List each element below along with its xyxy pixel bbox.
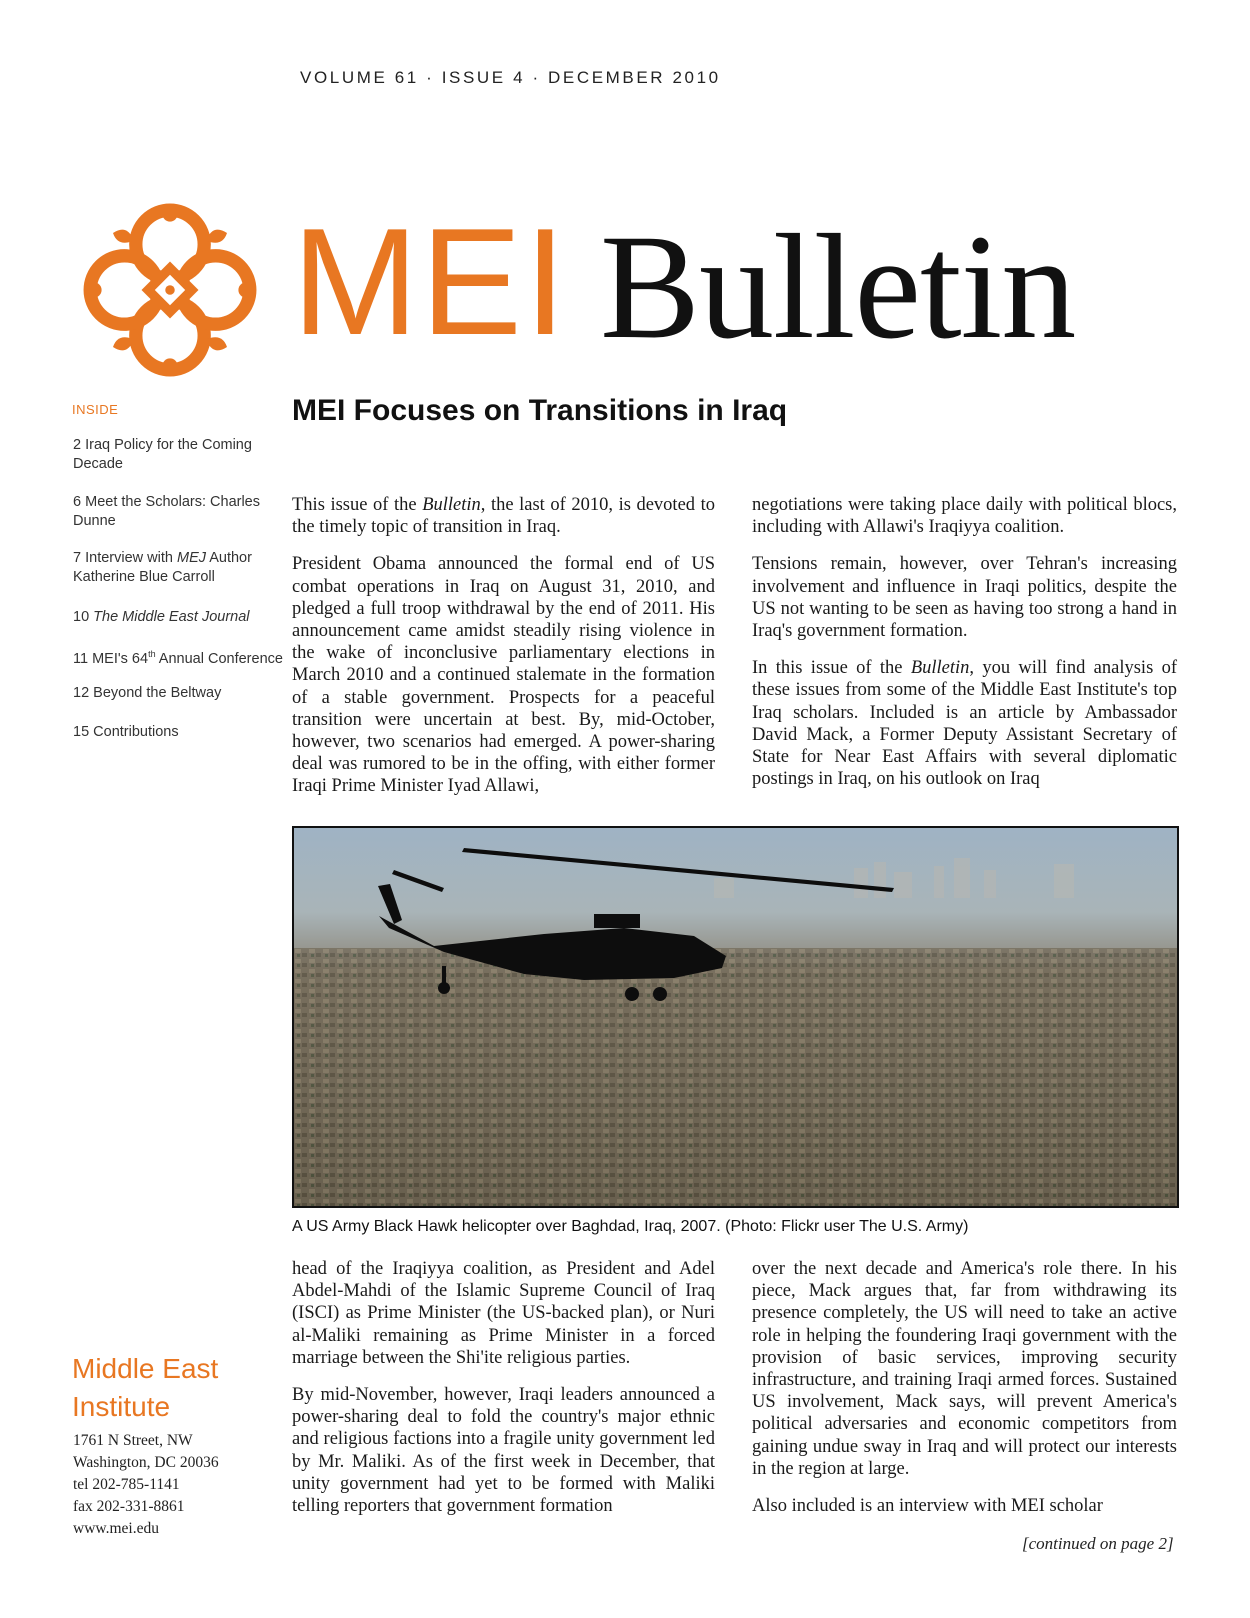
paragraph: Also included is an interview with MEI scholar [752, 1496, 1103, 1517]
toc-text: Interview with [85, 550, 177, 566]
article-column-2-bottom [752, 1258, 1177, 1532]
text-italic: Bulletin [422, 495, 481, 515]
toc-text: Iraq Policy for the Coming Decade [73, 437, 252, 472]
org-name-line: Institute [72, 1391, 171, 1422]
toc-item[interactable] [73, 493, 288, 531]
paragraph: By mid-November, however, Iraqi leaders announced a power-sharing deal to fold the country's major ethnic and religious factions into a fragile unity government led by Mr. Maliki. As of the first week in December, that unity government had yet to be formed with Maliki telling reporters that government formation [292, 1385, 715, 1517]
paragraph: President Obama announced the formal end of US combat operations in Iraq on August 31, 2010, and pledged a full troop withdrawal by the end of 2011. His announcement came amidst steadily rising violence in the wake of inconclusive parliamentary elections in March 2010 and a continued stalemate in the formation of a stable government. Prospects for a peaceful transition were uncertain at best. By, mid-October, however, two scenarios had emerged. A power-sharing deal was rumored to be in the offing, with either former Iraqi Prime Minister Iyad Allawi, [292, 554, 715, 797]
paragraph [292, 494, 715, 538]
toc-text-italic: The Middle East Journal [93, 609, 250, 625]
paragraph [752, 657, 1177, 790]
text: In this issue of the [752, 658, 911, 679]
toc-num: 11 [73, 650, 89, 667]
paragraph: over the next decade and America's role there. In his piece, Mack argues that, far from withdrawing its presence completely, the US will need to take an active role in helping the foundering Iraqi government with the provision of basic services, improving security infrastructure, and training Iraqi armed forces. Sustained US involvement, Mack says, will prevent America's political adversaries and economic competitors from gaining undue sway in Iraq and will protect our interests in the region at large. [752, 1259, 1177, 1479]
toc-item[interactable] [73, 549, 288, 587]
org-name [72, 1350, 292, 1426]
toc-item[interactable] [73, 608, 288, 627]
paragraph: negotiations were taking place daily with political blocs, including with Allawi's Iraqiyya coalition. [752, 495, 1177, 538]
address-line: 1761 N Street, NW [73, 1432, 193, 1449]
toc-text: Beyond the Beltway [93, 685, 222, 701]
fax-line: fax 202-331-8861 [73, 1498, 185, 1515]
toc-num: 12 [73, 685, 90, 701]
toc-text: Meet the Scholars: Charles Dunne [73, 494, 260, 529]
toc-num: 2 [73, 437, 82, 453]
toc-num: 15 [73, 724, 90, 740]
text: , the last of 2010, is devoted to the timely topic of transition in Iraq. [292, 495, 715, 538]
article-photo [292, 826, 1179, 1208]
toc-item[interactable] [73, 645, 288, 669]
text-italic: Bulletin [910, 658, 970, 679]
phone-line: tel 202-785-1141 [73, 1476, 180, 1493]
article-column-2-top [752, 494, 1177, 805]
text: This issue of the [292, 495, 423, 515]
paragraph: Tensions remain, however, over Tehran's increasing involvement and influence in Iraqi politics, despite the US not wanting to be seen as having too strong a hand in Iraq's government formation. [752, 554, 1177, 642]
org-name-line: Middle East [72, 1353, 219, 1384]
article-column-1-bottom [292, 1258, 715, 1532]
title-bulletin: Bulletin [600, 204, 1076, 370]
website-link[interactable]: www.mei.edu [73, 1520, 159, 1537]
toc-text-italic: MEJ [176, 550, 206, 566]
toc-text: MEI's 64 [92, 650, 149, 667]
inside-label: INSIDE [72, 402, 119, 417]
article-column-1-top [292, 494, 715, 813]
toc-item[interactable] [73, 436, 288, 474]
photo-scene [294, 828, 1179, 1208]
toc-item[interactable] [73, 684, 288, 703]
toc-num: 10 [73, 609, 90, 625]
toc-text: Author Katherine Blue Carroll [73, 550, 252, 585]
paragraph: head of the Iraqiyya coalition, as President and Adel Abdel-Mahdi of the Islamic Supreme Council of Iraq (ISCI) as Prime Minister (the US-backed plan), or Nuri al-Maliki remaining as Prime Minister in a forced marriage between the Shi'ite religious parties. [292, 1259, 715, 1368]
toc-text: Contributions [93, 724, 179, 740]
address-line: Washington, DC 20036 [73, 1454, 219, 1471]
text: , you will find analysis of these issues from some of the Middle East Institute's top Iraq scholars. Included is an article by Ambassador David Mack, a Former Deputy Assistant Secretary of State for Near East Affairs with several diplomatic postings in Iraq, on his outlook on Iraq [752, 658, 1178, 790]
toc-num: 6 [73, 494, 82, 510]
article-headline: MEI Focuses on Transitions in Iraq [292, 394, 788, 427]
photo-caption: A US Army Black Hawk helicopter over Baghdad, Iraq, 2007. (Photo: Flickr user The U.S. Army) [292, 1218, 969, 1235]
mei-emblem-icon [75, 195, 265, 385]
issue-line: VOLUME 61 · ISSUE 4 · DECEMBER 2010 [300, 68, 721, 87]
toc-sup: th [148, 649, 156, 659]
toc-item[interactable] [73, 723, 288, 742]
toc-num: 7 [73, 550, 82, 566]
continued-note[interactable]: [continued on page 2] [1022, 1534, 1174, 1553]
title-mei: MEI [292, 197, 569, 367]
toc-text: Annual Conference [155, 650, 283, 667]
